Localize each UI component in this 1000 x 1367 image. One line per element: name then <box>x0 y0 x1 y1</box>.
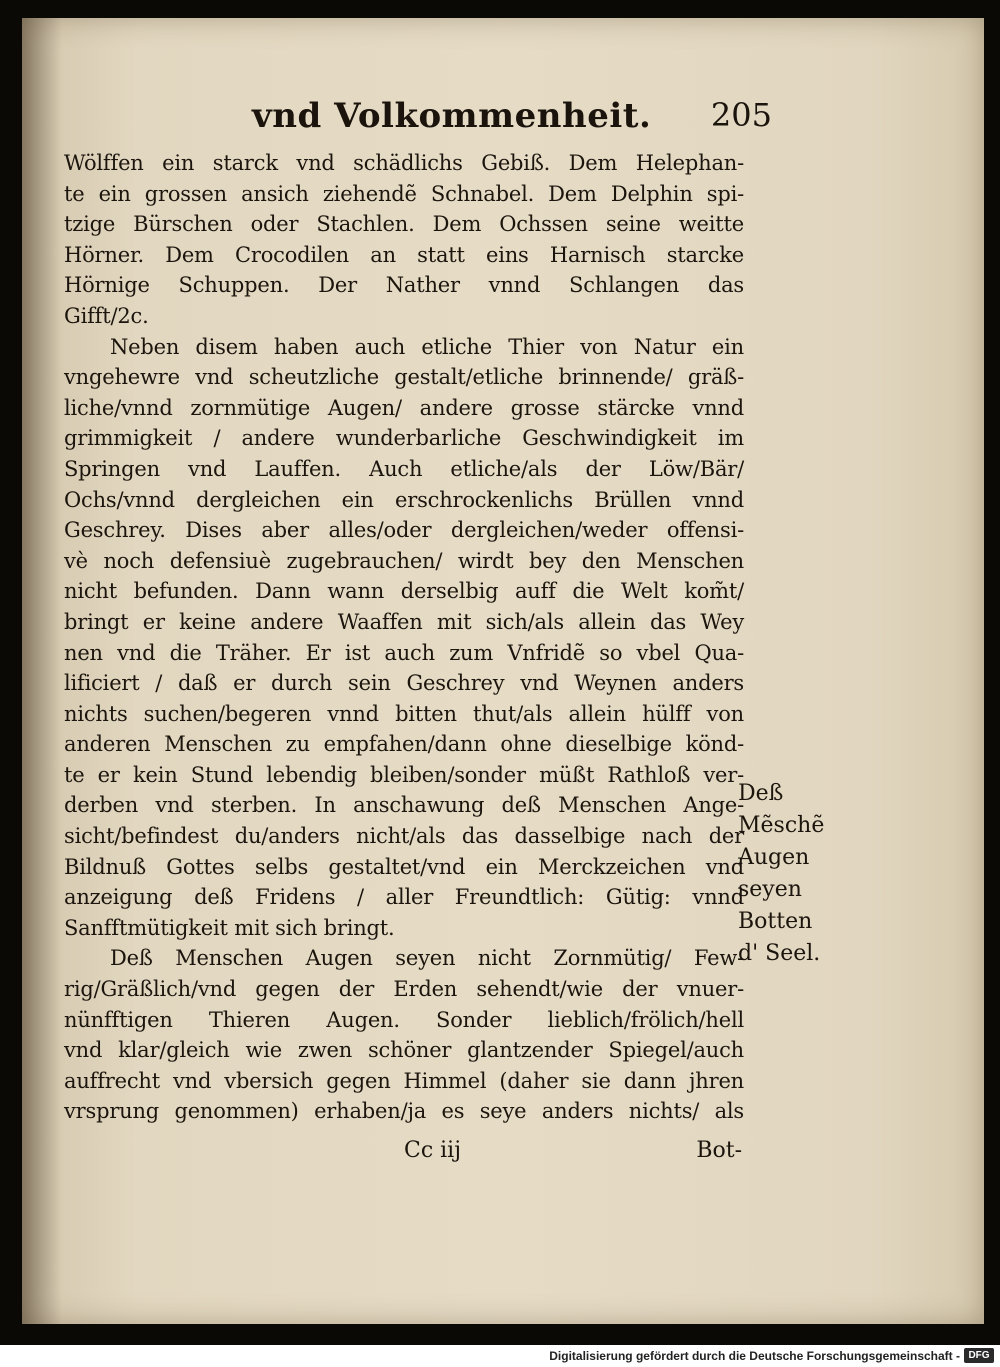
text-line: liche/vnnd zornmütige Augen/ andere grosse stärcke vnnd <box>64 395 744 420</box>
book-page <box>22 18 984 1324</box>
text-line: anzeigung deß Fridens / aller Freundtlich: Gütig: vnnd <box>64 885 744 910</box>
body-text <box>64 148 744 1127</box>
text-line: sicht/befindest du/anders nicht/als das dasselbige nach der <box>64 824 744 849</box>
text-line: vrsprung genommen) erhaben/ja es seye anders nichts/ als <box>64 1099 744 1124</box>
text-line: te ein grossen ansich ziehendẽ Schnabel. Dem Delphin spi- <box>64 181 744 206</box>
credit-bar <box>0 1345 1000 1367</box>
text-line: Sanfftmütigkeit mit sich bringt. <box>64 915 395 940</box>
marginal-note-line: seyen <box>738 877 802 902</box>
text-line: vè noch defensiuè zugebrauchen/ wirdt bey den Menschen <box>64 548 744 573</box>
text-line: nichts suchen/begeren vnnd bitten thut/als allein hülff von <box>64 701 744 726</box>
credit-text: Digitalisierung gefördert durch die Deutsche Forschungsgemeinschaft - <box>549 1349 960 1363</box>
paragraph-start-line: Neben disem haben auch etliche Thier von Natur ein <box>110 334 744 359</box>
text-line: Hörnige Schuppen. Der Nather vnnd Schlangen das <box>64 273 744 298</box>
page-gutter-shadow <box>22 18 62 1324</box>
running-head <box>252 96 772 148</box>
page-number: 205 <box>710 96 772 134</box>
text-line: te er kein Stund lebendig bleiben/sonder müßt Rathloß ver- <box>64 762 744 787</box>
text-line: Geschrey. Dises aber alles/oder dergleichen/weder offensi- <box>64 518 744 543</box>
marginal-note-line: Augen <box>738 845 810 870</box>
marginal-note <box>738 778 838 970</box>
text-line: bringt er keine andere Waaffen mit sich/als allein das Wey <box>64 609 744 634</box>
text-line: Gifft/2c. <box>64 303 149 328</box>
marginal-note-line: Deß <box>738 781 784 806</box>
text-line: anderen Menschen zu empfahen/dann ohne dieselbige könd- <box>64 732 744 757</box>
text-line: lificiert / daß er durch sein Geschrey vnd Weynen anders <box>64 671 744 696</box>
marginal-note-line: Mẽschẽ <box>738 813 825 838</box>
text-line: derben vnd sterben. In anschawung deß Menschen Ange- <box>64 793 744 818</box>
text-line: nen vnd die Träher. Er ist auch zum Vnfridẽ so vbel Qua- <box>64 640 744 665</box>
text-line: rig/Gräßlich/vnd gegen der Erden sehendt/wie der vnuer- <box>64 977 744 1002</box>
text-line: tzige Bürschen oder Stachlen. Dem Ochssen seine weitte <box>64 212 744 237</box>
marginal-note-line: d' Seel. <box>738 941 821 966</box>
text-line: Ochs/vnnd dergleichen ein erschrockenlichs Brüllen vnnd <box>64 487 744 512</box>
signature-mark: Cc iij <box>404 1138 462 1163</box>
text-line: Hörner. Dem Crocodilen an statt eins Harnisch starcke <box>64 242 744 267</box>
text-line: Bildnuß Gottes selbs gestaltet/vnd ein Merckzeichen vnd <box>64 854 744 879</box>
text-line: auffrecht vnd vbersich gegen Himmel (daher sie dann jhren <box>64 1068 744 1093</box>
text-line: vnd klar/gleich wie zwen schöner glantzender Spiegel/auch <box>64 1038 744 1063</box>
paragraph-start-line: Deß Menschen Augen seyen nicht Zornmütig/ Few- <box>110 946 744 971</box>
page-footer <box>22 1138 742 1178</box>
text-line: grimmigkeit / andere wunderbarliche Geschwindigkeit im <box>64 426 744 451</box>
dfg-logo: DFG <box>964 1348 994 1363</box>
text-line: nicht befunden. Dann wann derselbig auff die Welt kom̃t/ <box>64 579 744 604</box>
text-line: nünfftigen Thieren Augen. Sonder lieblich/frölich/hell <box>64 1007 744 1032</box>
marginal-note-line: Botten <box>738 909 813 934</box>
text-line: Springen vnd Lauffen. Auch etliche/als der Löw/Bär/ <box>64 456 744 481</box>
running-title: vnd Volkommenheit. <box>252 96 652 136</box>
text-line: Wölffen ein starck vnd schädlichs Gebiß. Dem Helephan- <box>64 151 744 175</box>
text-line: vngehewre vnd scheutzliche gestalt/etliche brinnende/ gräß- <box>64 365 744 390</box>
catchword: Bot- <box>696 1138 742 1163</box>
